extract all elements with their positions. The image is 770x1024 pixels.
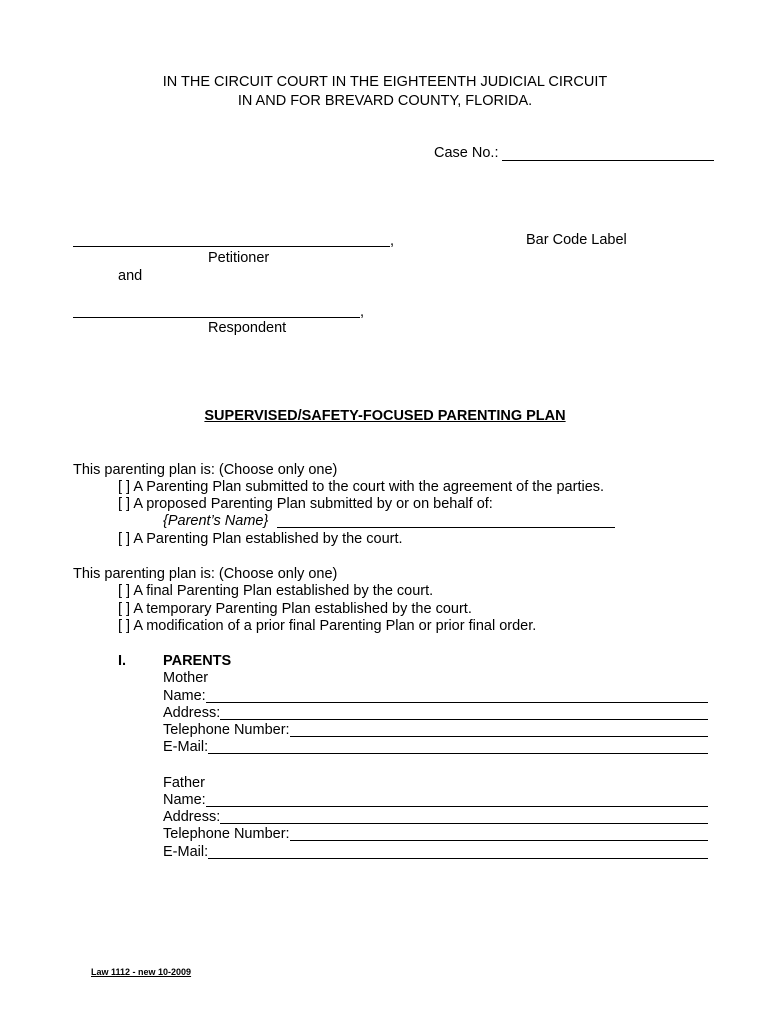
barcode-label: Bar Code Label <box>526 232 627 248</box>
father-email-row[interactable] <box>163 844 708 861</box>
petitioner-comma: , <box>390 233 395 249</box>
form-footer-code: Law 1112 - new 10-2009 <box>91 967 192 977</box>
mother-address-row[interactable] <box>163 705 708 722</box>
father-address-row[interactable] <box>163 809 708 826</box>
plan-option-temporary[interactable]: [ ] A temporary Parenting Plan established by the court. <box>118 601 472 617</box>
father-address-label: Address: <box>163 809 221 825</box>
mother-label: Mother <box>163 670 209 686</box>
court-header-line2: IN AND FOR BREVARD COUNTY, FLORIDA. <box>237 93 533 109</box>
case-number-field[interactable] <box>502 160 714 161</box>
mother-phone-row[interactable] <box>163 722 708 739</box>
father-label: Father <box>163 775 205 791</box>
respondent-name-field[interactable] <box>73 317 360 318</box>
mother-name-field[interactable] <box>206 689 708 703</box>
father-name-field[interactable] <box>206 793 708 807</box>
plan-type-intro-1: This parenting plan is: (Choose only one) <box>73 462 338 478</box>
plan-option-agreement[interactable]: [ ] A Parenting Plan submitted to the court with the agreement of the parties. <box>118 479 605 495</box>
plan-option-proposed[interactable]: [ ] A proposed Parenting Plan submitted by or on behalf of: <box>118 496 493 512</box>
parent-name-label: {Parent’s Name} <box>163 513 269 529</box>
plan-type-intro-2: This parenting plan is: (Choose only one) <box>73 566 338 582</box>
father-email-field[interactable] <box>208 845 708 859</box>
father-phone-field[interactable] <box>290 827 708 841</box>
petitioner-label: Petitioner <box>208 250 270 266</box>
case-number-label: Case No.: <box>434 145 499 161</box>
section-numeral: I. <box>118 653 127 669</box>
and-label: and <box>118 268 143 284</box>
respondent-label: Respondent <box>208 320 287 336</box>
document-title: SUPERVISED/SAFETY-FOCUSED PARENTING PLAN <box>204 408 566 424</box>
petitioner-name-field[interactable] <box>73 246 390 247</box>
mother-email-field[interactable] <box>208 740 708 754</box>
father-name-label: Name: <box>163 792 206 808</box>
plan-option-final[interactable]: [ ] A final Parenting Plan established by the court. <box>118 583 434 599</box>
section-heading-parents: PARENTS <box>163 653 232 669</box>
mother-email-row[interactable] <box>163 739 708 756</box>
mother-email-label: E-Mail: <box>163 739 209 755</box>
father-email-label: E-Mail: <box>163 844 209 860</box>
mother-phone-field[interactable] <box>290 723 708 737</box>
father-phone-row[interactable] <box>163 826 708 843</box>
court-header-line1: IN THE CIRCUIT COURT IN THE EIGHTEENTH JUDICIAL CIRCUIT <box>162 74 608 90</box>
father-phone-label: Telephone Number: <box>163 826 290 842</box>
respondent-comma: , <box>360 304 365 320</box>
plan-option-court-established[interactable]: [ ] A Parenting Plan established by the court. <box>118 531 403 547</box>
parent-name-field[interactable] <box>277 527 615 528</box>
mother-phone-label: Telephone Number: <box>163 722 290 738</box>
mother-name-label: Name: <box>163 688 206 704</box>
father-address-field[interactable] <box>220 810 708 824</box>
father-name-row[interactable] <box>163 792 708 809</box>
mother-address-label: Address: <box>163 705 221 721</box>
mother-name-row[interactable] <box>163 688 708 705</box>
mother-address-field[interactable] <box>220 706 708 720</box>
plan-option-modification[interactable]: [ ] A modification of a prior final Parenting Plan or prior final order. <box>118 618 537 634</box>
